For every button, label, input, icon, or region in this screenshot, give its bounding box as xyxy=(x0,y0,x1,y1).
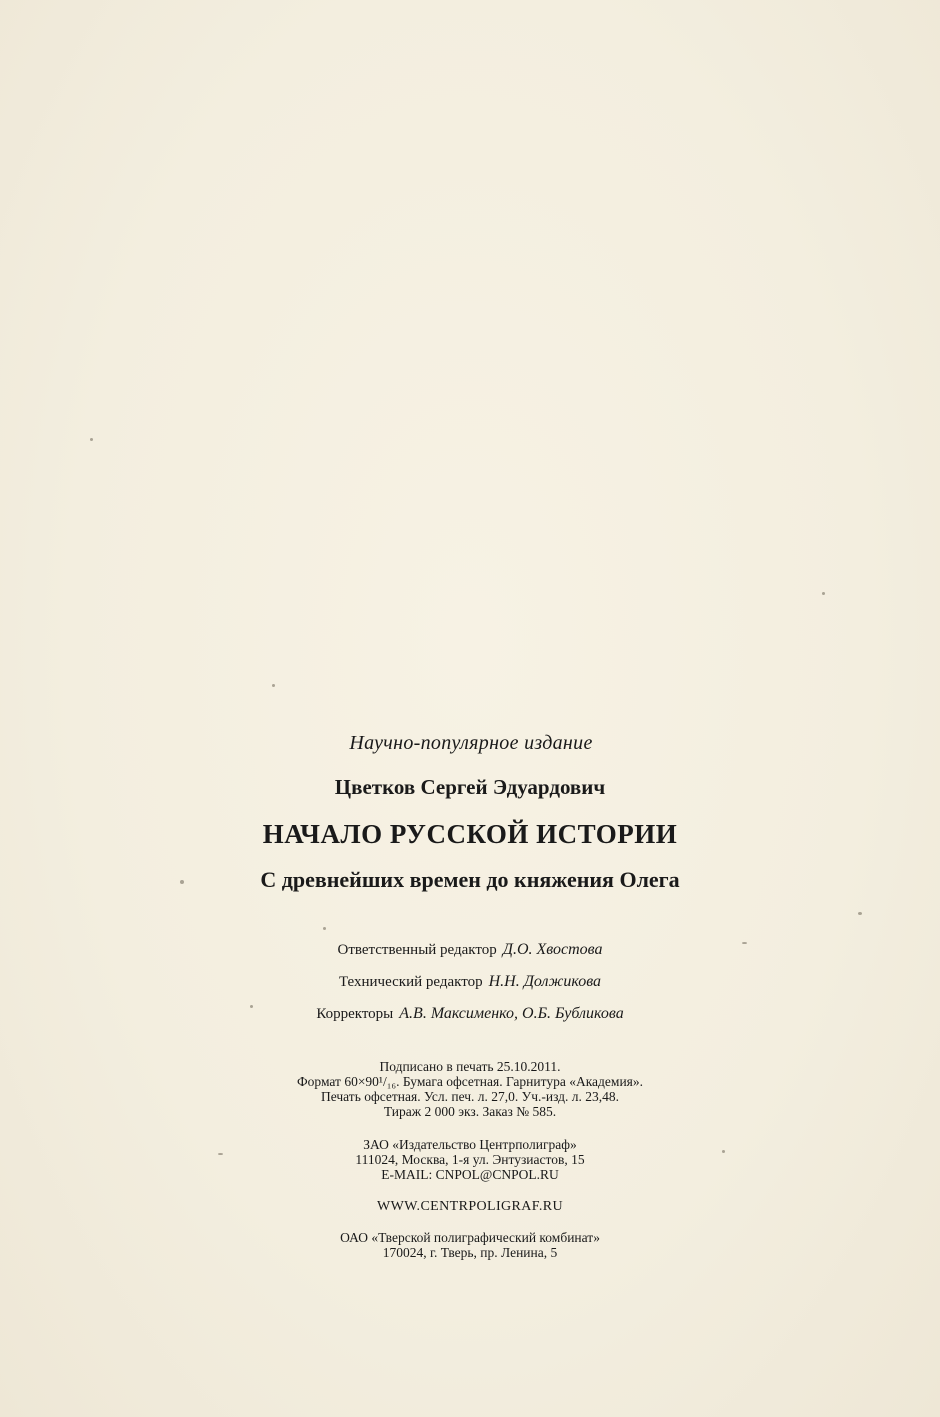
book-subtitle: С древнейших времен до княжения Олега xyxy=(260,867,680,892)
author-name: Цветков Сергей Эдуардович xyxy=(334,775,606,799)
imprint-block xyxy=(0,726,940,1260)
run-line: Тираж 2 000 экз. Заказ № 585. xyxy=(383,1104,557,1119)
credits-list xyxy=(0,934,940,1030)
book-title: НАЧАЛО РУССКОЙ ИСТОРИИ xyxy=(262,819,678,849)
publisher-name: ЗАО «Издательство Центрполиграф» xyxy=(363,1137,577,1152)
printer-info xyxy=(0,1230,940,1260)
credit-person: Н.Н. Должикова xyxy=(488,973,602,990)
edition-type: Научно-популярное издание xyxy=(349,732,593,754)
format-line: Формат 60×90¹/₁₆. Бумага офсетная. Гарнитура «Академия». xyxy=(296,1074,644,1089)
credit-tech-editor xyxy=(0,966,940,998)
credit-role: Корректоры xyxy=(316,1006,394,1022)
credit-role: Технический редактор xyxy=(338,974,483,990)
publisher-email: E-MAIL: CNPOL@CNPOL.RU xyxy=(381,1167,559,1182)
paper-speck xyxy=(272,684,275,687)
credit-proofreaders xyxy=(0,998,940,1030)
paper-speck xyxy=(822,592,825,595)
paper-speck xyxy=(90,438,93,441)
credit-person: А.В. Максименко, О.Б. Бубликова xyxy=(399,1005,624,1022)
printer-name: ОАО «Тверской полиграфический комбинат» xyxy=(340,1230,600,1245)
publisher-website: WWW.CENTRPOLIGRAF.RU xyxy=(376,1199,564,1214)
signed-date: Подписано в печать 25.10.2011. xyxy=(379,1059,561,1074)
credit-editor xyxy=(0,934,940,966)
publisher-info xyxy=(0,1137,940,1182)
publisher-address: 111024, Москва, 1-я ул. Энтузиастов, 15 xyxy=(355,1152,585,1167)
credit-person: Д.О. Хвостова xyxy=(502,941,603,958)
credit-role: Ответственный редактор xyxy=(337,942,497,958)
technical-details xyxy=(0,1059,940,1119)
printer-address: 170024, г. Тверь, пр. Ленина, 5 xyxy=(382,1245,558,1260)
print-line: Печать офсетная. Усл. печ. л. 27,0. Уч.-изд. л. 23,48. xyxy=(320,1089,620,1104)
